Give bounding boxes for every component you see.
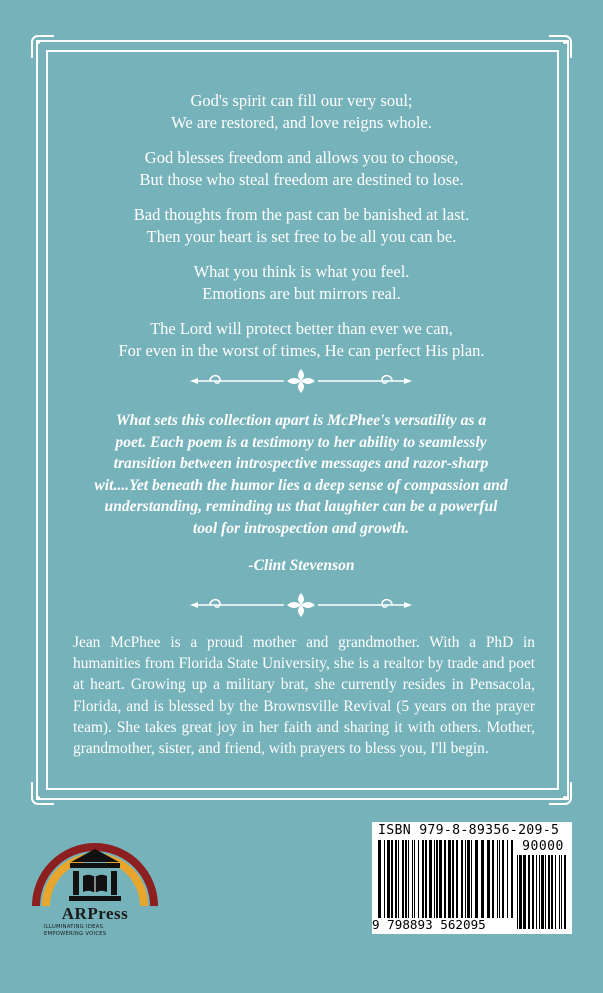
poem-line: We are restored, and love reigns whole. bbox=[171, 113, 432, 132]
barcode-bar bbox=[471, 840, 472, 918]
poem-line: For even in the worst of times, He can perfect His plan. bbox=[118, 341, 485, 360]
barcode-bar bbox=[422, 840, 424, 918]
barcode-bar bbox=[507, 840, 508, 918]
barcode-bar bbox=[412, 840, 413, 918]
barcode-bar bbox=[414, 840, 415, 918]
barcode-bars bbox=[378, 840, 513, 918]
ornamental-divider bbox=[188, 592, 414, 618]
author-bio: Jean McPhee is a proud mother and grandmother. With a PhD in humanities from Florida State University, she is a realtor by trade and poet at heart. Growing up a military brat, she currently resides in Pensacola, Florida, and is blessed by the Brownsville Revival (5 years on the prayer team). She takes great joy in her faith and sharing it with others. Mother, grandmother, sister, and friend, with prayers to bless you, I'll begin. bbox=[73, 634, 535, 758]
review-line: tool for introspection and growth. bbox=[192, 519, 410, 537]
barcode-bar bbox=[418, 840, 419, 918]
frame-corner-ornament bbox=[549, 782, 573, 806]
ornamental-divider bbox=[188, 368, 414, 394]
review-quote bbox=[76, 410, 526, 540]
barcode-bar bbox=[532, 855, 534, 929]
publisher-tagline-line: EMPOWERING VOICES bbox=[44, 930, 107, 937]
barcode-bar bbox=[391, 840, 393, 918]
poem-stanza bbox=[60, 318, 543, 362]
barcode-bar bbox=[555, 855, 556, 929]
barcode-bar bbox=[434, 840, 435, 918]
barcode-bar bbox=[539, 855, 540, 929]
barcode-bar bbox=[465, 840, 466, 918]
barcode-bar bbox=[467, 840, 470, 918]
review-line: understanding, reminding us that laughter can be a powerful bbox=[104, 498, 498, 516]
review-line: What sets this collection apart is McPhee's versatility as a bbox=[115, 412, 487, 429]
barcode-addon-bars bbox=[517, 855, 567, 929]
barcode-bar bbox=[523, 855, 526, 929]
barcode-bar bbox=[528, 855, 530, 929]
barcode-bar bbox=[384, 840, 385, 918]
poem-stanza bbox=[60, 261, 543, 305]
poem-line: Then your heart is set free to be all you can be. bbox=[146, 227, 457, 246]
publisher-tagline-line: ILLUMINATING IDEAS. bbox=[44, 924, 106, 930]
poem-line: Bad thoughts from the past can be banished at last. bbox=[133, 205, 470, 224]
barcode-bar bbox=[408, 840, 409, 918]
poem-line: God blesses freedom and allows you to choose, bbox=[144, 148, 459, 167]
poem-stanza bbox=[60, 204, 543, 248]
barcode-bar bbox=[499, 840, 500, 918]
poem-line: Emotions are but mirrors real. bbox=[202, 284, 401, 303]
barcode-bar bbox=[561, 855, 562, 929]
barcode-bar bbox=[511, 840, 513, 918]
review-line: poet. Each poem is a testimony to her ability to seamlessly bbox=[115, 433, 487, 451]
barcode-bar bbox=[387, 840, 390, 918]
poem-line: God's spirit can fill our very soul; bbox=[190, 91, 413, 110]
publisher-tagline bbox=[44, 924, 154, 937]
barcode-bar bbox=[541, 855, 544, 929]
barcode-bar bbox=[492, 840, 494, 918]
barcode-bar bbox=[559, 855, 560, 929]
barcode-bar bbox=[439, 840, 442, 918]
ean-number: 9 798893 562095 bbox=[372, 917, 486, 932]
barcode-addon-number: 90000 bbox=[522, 839, 564, 854]
barcode-bar bbox=[545, 855, 546, 929]
barcode-bar bbox=[425, 840, 427, 918]
poem-line: What you think is what you feel. bbox=[193, 262, 410, 281]
barcode-bar bbox=[448, 840, 451, 918]
barcode-bar bbox=[564, 855, 566, 929]
barcode-bar bbox=[402, 840, 404, 918]
barcode-bar bbox=[502, 840, 504, 918]
poem-excerpt bbox=[60, 90, 543, 375]
review-line: wit....Yet beneath the humor lies a deep sense of compassion and bbox=[94, 476, 508, 494]
poem-stanza bbox=[60, 90, 543, 134]
barcode-bar bbox=[461, 840, 463, 918]
barcode-bar bbox=[398, 840, 399, 918]
barcode-bar bbox=[378, 840, 381, 918]
frame-corner-ornament bbox=[30, 34, 54, 58]
barcode-bar bbox=[475, 840, 478, 918]
barcode-bar bbox=[481, 840, 484, 918]
barcode-bar bbox=[405, 840, 407, 918]
barcode-bar bbox=[395, 840, 397, 918]
barcode-bar bbox=[497, 840, 498, 918]
barcode-bar bbox=[444, 840, 446, 918]
barcode-bar bbox=[551, 855, 553, 929]
barcode-bar bbox=[456, 840, 458, 918]
barcode-bar bbox=[429, 840, 432, 918]
barcode-bar bbox=[436, 840, 438, 918]
frame-corner-ornament bbox=[30, 782, 54, 806]
publisher-name: ARPress bbox=[61, 904, 129, 923]
barcode-bar bbox=[548, 855, 550, 929]
isbn-number: ISBN 979-8-89356-209-5 bbox=[378, 823, 560, 838]
barcode-bar bbox=[536, 855, 537, 929]
poem-line: But those who steal freedom are destined to lose. bbox=[139, 170, 464, 189]
reviewer-name: -Clint Stevenson bbox=[248, 557, 355, 574]
review-line: transition between introspective messages and razor-sharp bbox=[113, 455, 489, 473]
barcode-bar bbox=[487, 840, 490, 918]
poem-line: The Lord will protect better than ever we can, bbox=[150, 319, 453, 338]
poem-stanza bbox=[60, 147, 543, 191]
isbn-barcode bbox=[372, 822, 572, 934]
frame-corner-ornament bbox=[549, 34, 573, 58]
barcode-bar bbox=[452, 840, 454, 918]
